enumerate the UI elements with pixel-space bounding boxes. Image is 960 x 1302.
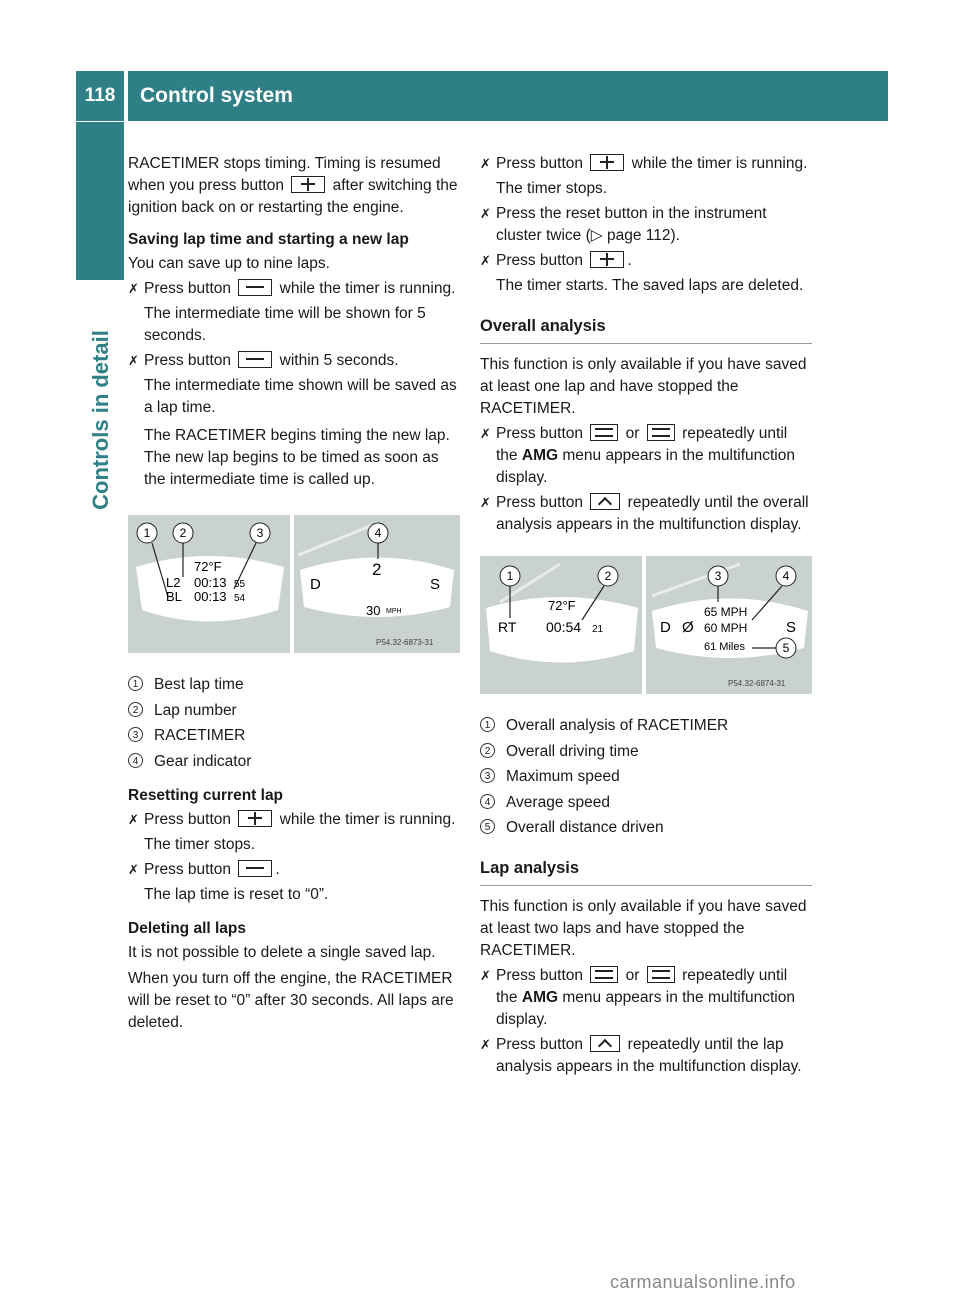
legend-item — [128, 674, 460, 696]
avg-speed-text: 60 MPH — [704, 621, 748, 635]
step-result: The intermediate time shown will be saved as a lap time. — [144, 377, 457, 416]
legend-number: 4 — [480, 794, 495, 809]
legend-number: 2 — [480, 743, 495, 758]
text: Press the reset button in the instrument cluster twice (▷ page 112). — [496, 205, 767, 244]
step — [128, 809, 460, 831]
callout-1: 1 — [506, 569, 514, 583]
up-button-icon — [590, 493, 620, 510]
legend-label: Lap number — [154, 701, 237, 719]
step — [480, 423, 812, 489]
left-column — [128, 153, 460, 1037]
callout-5: 5 — [782, 641, 790, 655]
text: . — [627, 252, 632, 269]
step-arrow-icon — [480, 492, 491, 514]
legend-item — [480, 817, 812, 839]
legend-label: Best lap time — [154, 676, 244, 693]
step-arrow-icon — [480, 423, 491, 445]
step-result: The timer stops. — [496, 180, 608, 197]
text: or — [625, 967, 640, 984]
legend-item — [128, 700, 460, 722]
step-result: The RACETIMER begins timing the new lap. The new lap begins to be timed as soon as the intermediate time is called up. — [144, 427, 450, 488]
text: menu appears in the multifunction display. — [496, 447, 795, 486]
text: while the timer is running. — [279, 810, 456, 828]
best-lap-text: BL — [166, 589, 182, 604]
gear-text: 2 — [372, 560, 382, 579]
text: while the timer is running. — [279, 280, 456, 297]
legend-label: Gear indicator — [154, 752, 252, 770]
legend-item — [480, 766, 812, 788]
legend-label: Average speed — [506, 793, 610, 811]
average-symbol: Ø — [682, 619, 694, 636]
step — [480, 1034, 812, 1078]
side-tab — [76, 122, 124, 280]
text: Press button — [496, 155, 584, 172]
driving-time-text: 00:54 — [546, 619, 582, 635]
racetimer-label: RT — [498, 619, 517, 635]
legend-number: 3 — [128, 727, 143, 742]
step-result: The timer starts. The saved laps are deleted. — [496, 277, 804, 294]
watermark: carmanualsonline.info — [610, 1272, 796, 1292]
text: Press button — [496, 967, 584, 984]
text: Press button — [496, 252, 584, 269]
paragraph: When you turn off the engine, the RACETIMER will be reset to “0” after 30 seconds. All laps are deleted. — [128, 969, 454, 1031]
text: Press button — [496, 425, 584, 442]
text: Press button — [144, 810, 232, 828]
step — [480, 203, 812, 247]
minus-button-icon — [238, 351, 272, 368]
step-arrow-icon — [480, 965, 491, 987]
lap-time-hundredths: 55 — [234, 579, 246, 590]
text: within 5 seconds. — [279, 352, 399, 369]
racetimer-display-image — [128, 515, 460, 653]
minus-button-icon — [238, 279, 272, 296]
text: repeatedly until the lap analysis appears in the multifunction display. — [496, 1036, 802, 1075]
callout-2: 2 — [179, 526, 187, 540]
step — [128, 278, 460, 300]
callout-3: 3 — [256, 526, 264, 540]
subheading: Deleting all laps — [128, 919, 247, 937]
distance-text: 61 Miles — [704, 641, 745, 653]
subheading: Resetting current lap — [128, 786, 284, 804]
legend-number: 5 — [480, 819, 495, 834]
paragraph: It is not possible to delete a single saved lap. — [128, 943, 436, 961]
paragraph — [128, 153, 460, 219]
text: Press button — [144, 860, 232, 878]
step — [480, 965, 812, 1031]
callout-1: 1 — [143, 526, 151, 540]
callout-3: 3 — [714, 569, 722, 583]
step-arrow-icon — [480, 1034, 491, 1056]
best-lap-hundredths: 54 — [234, 593, 246, 604]
text: menu appears in the multifunction display. — [496, 989, 795, 1028]
section-heading: Lap analysis — [480, 857, 812, 886]
legend — [128, 674, 460, 773]
paragraph: You can save up to nine laps. — [128, 255, 330, 272]
text: repeatedly until the overall analysis appears in the multifunction display. — [496, 494, 809, 533]
legend-number: 2 — [128, 702, 143, 717]
sport-mode-text: S — [430, 576, 441, 593]
legend-label: Overall analysis of RACETIMER — [506, 717, 729, 734]
side-label-text: Controls in detail — [88, 330, 113, 510]
figure-overall-analysis — [480, 556, 812, 701]
figure-reference: P54.32-6873-31 — [376, 638, 434, 647]
legend-item — [480, 792, 812, 814]
step — [480, 153, 812, 175]
subheading: Saving lap time and starting a new lap — [128, 231, 409, 248]
plus-button-icon — [590, 251, 624, 268]
text: AMG — [521, 447, 559, 464]
driving-time-hundredths: 21 — [592, 624, 604, 635]
step — [480, 250, 812, 272]
step-arrow-icon — [480, 250, 491, 272]
step — [128, 350, 460, 372]
text: . — [275, 860, 280, 878]
callout-2: 2 — [604, 569, 612, 583]
text: Press button — [144, 352, 232, 369]
figure-reference: P54.32-6874-31 — [728, 679, 786, 688]
sport-mode-text: S — [786, 619, 797, 636]
step-arrow-icon — [128, 350, 139, 372]
section-heading: Overall analysis — [480, 315, 812, 344]
step-result: The timer stops. — [144, 835, 256, 853]
paragraph: This function is only available if you have saved at least one lap and have stopped the RACETIMER. — [480, 356, 807, 417]
plus-button-icon — [291, 176, 325, 193]
legend-item — [128, 725, 460, 747]
drive-mode-text: D — [660, 619, 671, 636]
up-button-icon — [590, 1035, 620, 1052]
paragraph: This function is only available if you have saved at least two laps and have stopped the RACETIMER. — [480, 898, 807, 959]
lap-time-text: 00:13 — [194, 575, 227, 590]
step-arrow-icon — [480, 153, 491, 175]
step-result: The intermediate time will be shown for 5 seconds. — [144, 305, 426, 344]
legend-label: Maximum speed — [506, 768, 620, 785]
legend-number: 1 — [128, 676, 143, 691]
display-back-button-icon — [590, 966, 618, 983]
legend-item — [128, 751, 460, 773]
legend-number: 4 — [128, 753, 143, 768]
step — [480, 492, 812, 536]
callout-4: 4 — [782, 569, 790, 583]
legend-label: Overall distance driven — [506, 819, 664, 836]
text: while the timer is running. — [631, 155, 808, 172]
text: RACETIMER stops timing. Timing is resumed when you press button — [128, 155, 441, 194]
plus-button-icon — [238, 810, 272, 827]
page-number: 118 — [76, 71, 124, 121]
minus-button-icon — [238, 860, 272, 877]
legend-item — [480, 741, 812, 763]
legend-item — [480, 715, 812, 737]
step — [128, 859, 460, 881]
text: repeatedly until the — [496, 425, 788, 464]
legend-number: 3 — [480, 768, 495, 783]
text: repeatedly until the — [496, 967, 788, 1006]
right-column — [480, 153, 812, 1081]
plus-button-icon — [590, 154, 624, 171]
callout-4: 4 — [374, 526, 382, 540]
speed-text: 30 — [366, 603, 381, 618]
text: after switching the ignition back on or restarting the engine. — [128, 177, 458, 216]
max-speed-text: 65 MPH — [704, 605, 748, 619]
text: or — [625, 425, 640, 442]
display-back-button-icon — [590, 424, 618, 441]
text: Press button — [496, 1036, 584, 1053]
text: Press button — [496, 494, 584, 511]
step-arrow-icon — [480, 203, 491, 225]
legend — [480, 715, 812, 839]
legend-label: Overall driving time — [506, 742, 639, 760]
overall-analysis-display-image — [480, 556, 812, 694]
figure-racetimer — [128, 515, 460, 660]
lap-number-text: L2 — [166, 575, 181, 590]
text: AMG — [521, 989, 559, 1006]
temperature-text: 72°F — [548, 598, 576, 613]
drive-mode-text: D — [310, 576, 321, 593]
section-title: Control system — [128, 71, 888, 121]
best-lap-time-text: 00:13 — [194, 589, 227, 604]
speed-unit-text: MPH — [386, 608, 402, 615]
text: Press button — [144, 280, 232, 297]
legend-label: RACETIMER — [154, 727, 246, 744]
step-arrow-icon — [128, 278, 139, 300]
step-arrow-icon — [128, 859, 139, 881]
step-result: The lap time is reset to “0”. — [144, 885, 329, 903]
display-forward-button-icon — [647, 424, 675, 441]
legend-number: 1 — [480, 717, 495, 732]
temperature-text: 72°F — [194, 559, 222, 574]
display-forward-button-icon — [647, 966, 675, 983]
step-arrow-icon — [128, 809, 139, 831]
